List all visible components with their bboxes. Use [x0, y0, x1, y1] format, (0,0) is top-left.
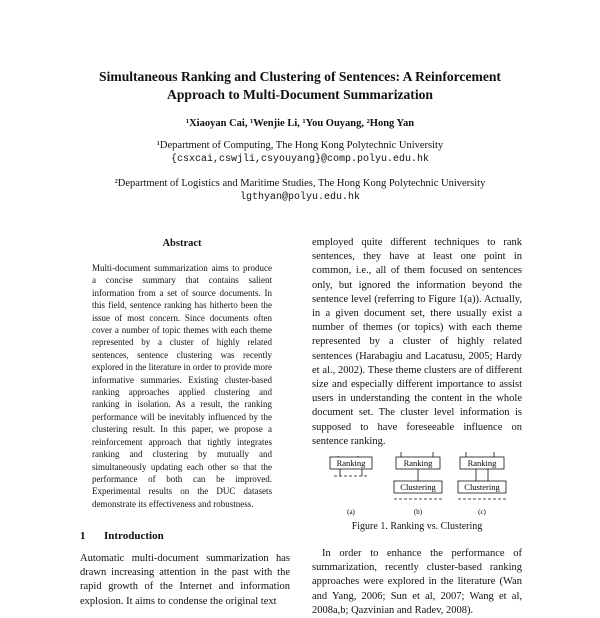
- ranking-label-c: Ranking: [467, 458, 497, 468]
- ranking-label-a: Ranking: [336, 458, 366, 468]
- email-1: {csxcai,cswjli,csyouyang}@comp.polyu.edu.hk: [170, 154, 430, 165]
- section-number: 1: [80, 530, 86, 542]
- right-column-paragraph-1: employed quite different techniques to rank sentences, they have at least one point in common, i.e., all of them focused on sentences only, but ignored the information beyond the sentence level (referring to Figure 1(a)). Actually, in a given document set, there usually exist a number of themes (or topics) with each theme represented by a cluster of highly related sentences (Harabagiu and Lacatusu, 2005; Hardy et al., 2002). These theme clusters are of different size and especially different importance to assist users in understanding the content in the whole document set. The cluster level information is supposed to have foreseeable influence on sentence ranking.: [312, 237, 522, 447]
- author-list: ¹Xiaoyan Cai, ¹Wenjie Li, ¹You Ouyang, ²Hong Yan: [185, 118, 415, 129]
- diagram-label-c: (c): [478, 508, 486, 516]
- introduction-text: Automatic multi-document summarization has drawn increasing attention in the past with the rapid growth of the Internet and information explosion. It aims to condense the original text: [80, 553, 290, 607]
- email-2: lgthyan@polyu.edu.hk: [239, 192, 361, 203]
- figure-1: [318, 452, 518, 518]
- figure-1-diagram: [318, 452, 518, 518]
- paper-title: [40, 68, 560, 104]
- ranking-label-b: Ranking: [403, 458, 433, 468]
- affiliation-2: ²Department of Logistics and Maritime Studies, The Hong Kong Polytechnic University: [114, 178, 486, 189]
- title-line-1: Simultaneous Ranking and Clustering of Sentences: A Reinforcement: [99, 69, 501, 84]
- abstract-heading: Abstract: [162, 238, 202, 249]
- title-line-2: Approach to Multi-Document Summarization: [167, 87, 433, 102]
- section-heading-introduction: [80, 530, 164, 542]
- affiliation-block-2: [40, 177, 560, 205]
- abstract-text: Multi-document summarization aims to produce a concise summary that contains salient information from a set of source documents. In this field, sentence ranking has hitherto been the issue of most concern. Since documents often cover a number of topic themes with each theme represented by a cluster of highly related sentences, sentence clustering was recently explored in the literature in order to provide more informative summaries. Existing cluster-based ranking approaches applied clustering and ranking in isolation. As a result, the ranking performance will be inevitably influenced by the clustering result. In this paper, we propose a reinforcement approach that tightly integrates ranking and clustering by mutually and simultaneously updating each other so that the performance of both can be improved. Experimental results on the DUC datasets demonstrate its effectiveness and robustness.: [92, 263, 272, 509]
- figure-caption: Figure 1. Ranking vs. Clustering: [351, 521, 483, 532]
- diagram-label-a: (a): [347, 508, 355, 516]
- affiliation-1: ¹Department of Computing, The Hong Kong Polytechnic University: [156, 140, 444, 151]
- section-title: Introduction: [104, 530, 164, 542]
- diagram-a: [330, 456, 372, 516]
- affiliation-block-1: [40, 139, 560, 167]
- diagram-b: [394, 452, 442, 516]
- right-column-paragraph-2: In order to enhance the performance of summarization, recently cluster-based ranking approaches were explored in the literature (Wan and Yang, 2006; Sun et al, 2007; Wang et al, 2008a,b; Qazvinian and Radev, 2008).: [312, 548, 522, 616]
- diagram-label-b: (b): [413, 508, 423, 516]
- diagram-c: [458, 452, 508, 516]
- clustering-label-c: Clustering: [464, 482, 500, 492]
- clustering-label-b: Clustering: [400, 482, 436, 492]
